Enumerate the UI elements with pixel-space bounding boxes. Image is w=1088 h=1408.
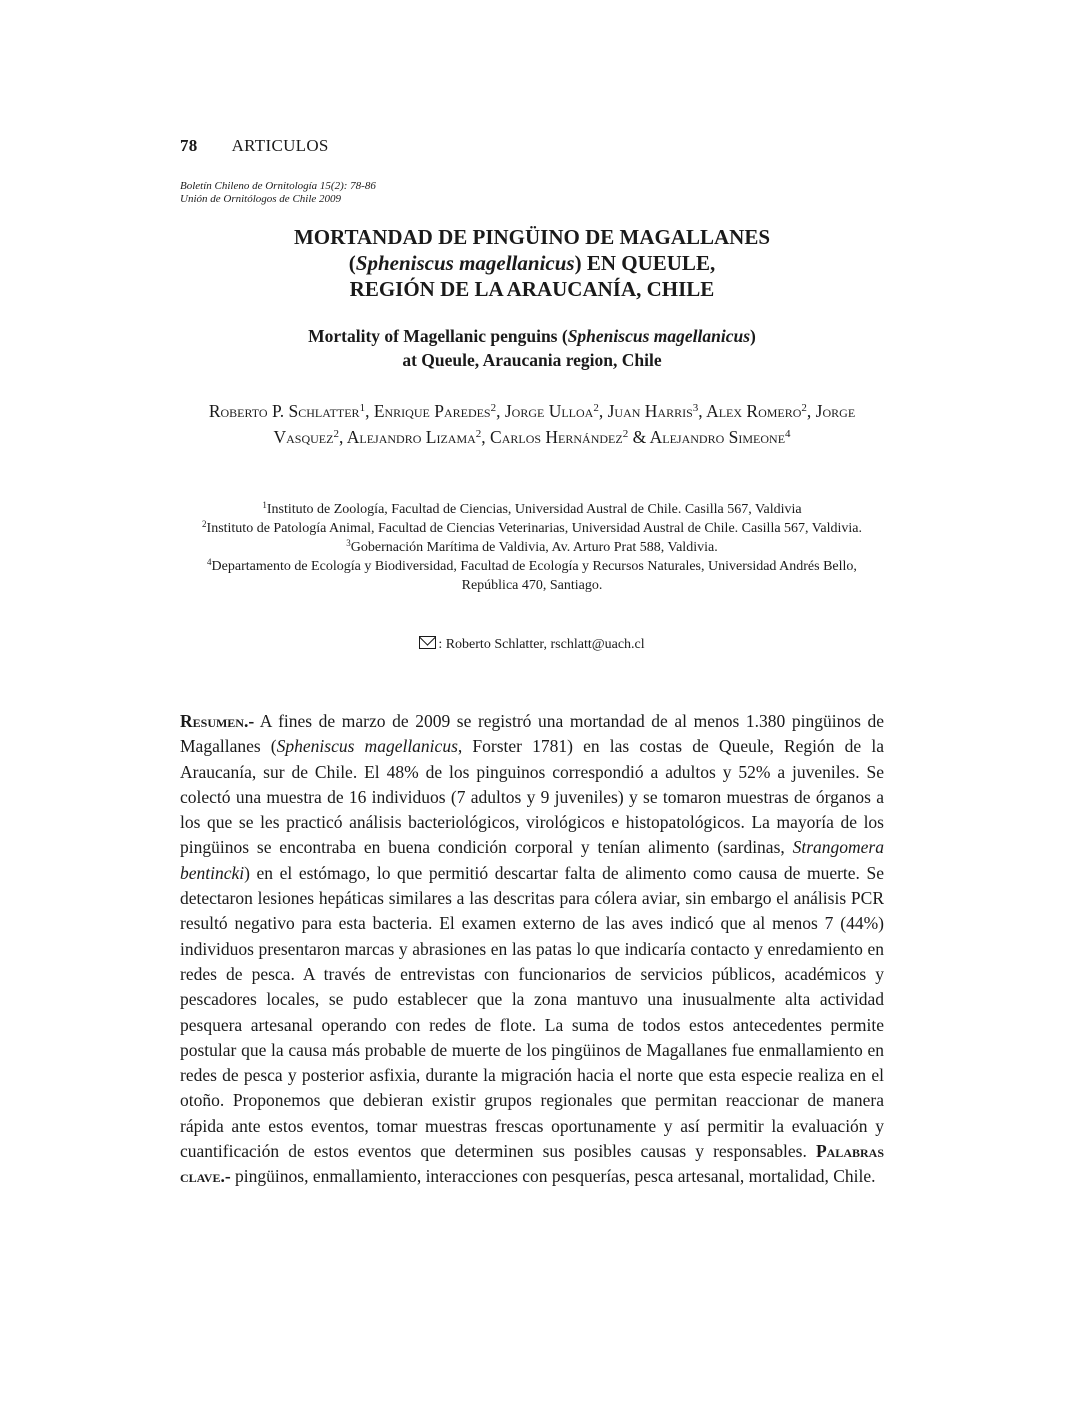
abstract-text-3: ) en el estómago, lo que permitió descartar falta de alimento como causa de muerte. Se detectaron lesiones hepáticas similares a las descritas para cólera aviar, sin embargo el análisis PCR resultó negativo para esta bacteria. El examen externo de las aves indicó que al menos 7 (44%) individuos presentaron marcas y abrasiones en las patas lo que indicaría contacto y enredamiento en redes de pesca. A través de entrevistas con funcionarios de servicios públicos, académicos y pescadores locales, se pudo establecer que la zona mantuvo una inusualmente alta actividad pesquera artesanal operando con redes de flote. La suma de todos estos antecedentes permite postular que la causa más probable de muerte de los pingüinos de Magallanes fue enmallamiento en redes de pesca y posterior asfixia, durante la migración hacia el norte que esta especie realiza en el otoño. Proponemos que debieran existir grupos regionales que permitan reaccionar de manera rápida ante estos eventos, tomar muestras frescas oportunamente y así permitir la evaluación y cuantificación de estos eventos que determinen sus posibles causas y responsables. [180,862,884,1162]
affiliation [180,500,884,519]
envelope-icon [419,636,436,649]
keywords-label: Palabras clave.- [180,1141,884,1187]
author-affiliation-sup: 2 [593,402,599,414]
title-line-2 [180,250,884,276]
affiliation-sup: 4 [207,557,212,567]
author-name: Jorge Vasquez [273,401,856,447]
title-line-1: MORTANDAD DE PINGÜINO DE MAGALLANES [293,225,771,249]
author-name: Enrique Paredes [373,401,491,421]
affiliation-text: Instituto de Patología Animal, Facultad de Ciencias Veterinarias, Universidad Austral de Chile. Casilla 567, Valdivia. [206,521,862,536]
abstract-label: Resumen.- [180,711,255,731]
author-separator: , [806,401,816,421]
author-affiliation-sup: 2 [622,428,629,440]
author-name: Alejandro Simeone [649,427,786,447]
corresponding-author [180,636,884,653]
english-title-line-2: at Queule, Araucania region, Chile [402,350,662,370]
english-title [180,324,884,372]
english-title-pre: Mortality of Magellanic penguins ( [308,326,568,346]
affiliation-sup: 1 [262,500,267,510]
author-separator: , [365,401,374,421]
author-name: Roberto P. Schlatter [208,401,360,421]
author-name: Jorge Ulloa [504,401,594,421]
author-affiliation-sup: 2 [490,402,497,414]
english-title-species: Spheniscus magellanicus [567,326,751,346]
author-separator: , [698,401,707,421]
abstract-text-2: , Forster 1781) en las costas de Queule, Región de la Araucanía, sur de Chile. El 48% de los pinguinos correspondió a adultos y 52% a juveniles. Se colectó una muestra de 16 individuos (7 adultos y 9 juveniles) y se tomaron muestras de órganos a los que se les practicó análisis bacteriológicos, virológicos e histopatológicos. La mayoría de los pingüinos se encontraba en buena condición corporal y tenían alimento (sardinas, [180,736,884,858]
author-affiliation-sup: 4 [785,428,791,440]
author-name: Alejandro Lizama [346,427,476,447]
author-affiliation-sup: 2 [801,402,807,414]
abstract-text-1: A fines de marzo de 2009 se registró una mortandad de al menos 1.380 pingüinos de Magallanes ( [180,711,884,757]
affiliation-text: Instituto de Zoología, Facultad de Ciencias, Universidad Austral de Chile. Casilla 567, Valdivia [266,502,802,517]
author-separator: & [628,427,650,447]
title-paren: ( [348,251,356,275]
abstract-species-2: Strangomera bentincki [180,837,884,883]
author-name: Alex Romero [706,401,802,421]
author-separator: , [481,427,491,447]
affiliation-list [180,500,884,595]
english-title-line-1 [180,324,884,348]
author-separator: , [496,401,505,421]
abstract-species-1: Spheniscus magellanicus [276,736,458,757]
page-number: 78 [180,136,198,155]
journal-line-2: Unión de Ornitólogos de Chile 2009 [180,193,342,205]
section-name: ARTICULOS [231,136,329,155]
affiliation-sup: 2 [202,519,207,529]
author-list [180,398,884,450]
author-affiliation-sup: 2 [475,428,482,440]
abstract [180,709,884,1190]
title-line-2-rest: ) EN QUEULE, [574,251,716,275]
title-line-3: REGIÓN DE LA ARAUCANÍA, CHILE [349,277,715,301]
affiliation-text: Departamento de Ecología y Biodiversidad, Facultad de Ecología y Recursos Naturales, Universidad Andrés Bello, República 470, Santiago. [211,559,857,593]
affiliation [180,538,884,557]
contact-text: : Roberto Schlatter, rschlatt@uach.cl [438,637,645,652]
affiliation [180,519,884,538]
journal-citation [180,180,376,206]
author-separator: , [598,401,608,421]
author-name: Juan Harris [607,401,693,421]
author-separator: , [338,427,347,447]
journal-line-1: Boletín Chileno de Ornitología 15(2): 78-86 [180,180,376,192]
english-title-post: ) [750,326,756,346]
author-affiliation-sup: 3 [692,402,699,414]
affiliation-sup: 3 [346,538,351,548]
author-name: Carlos Hernández [490,427,623,447]
author-affiliation-sup: 2 [333,428,339,440]
author-affiliation-sup: 1 [359,402,366,414]
affiliation [180,557,884,595]
keywords-text: pingüinos, enmallamiento, interacciones con pesquerías, pesca artesanal, mortalidad, Chile. [230,1166,876,1187]
article-title [180,224,884,302]
running-head [180,136,329,156]
title-species: Spheniscus magellanicus [355,251,575,275]
affiliation-text: Gobernación Marítima de Valdivia, Av. Arturo Prat 588, Valdivia. [350,540,718,555]
